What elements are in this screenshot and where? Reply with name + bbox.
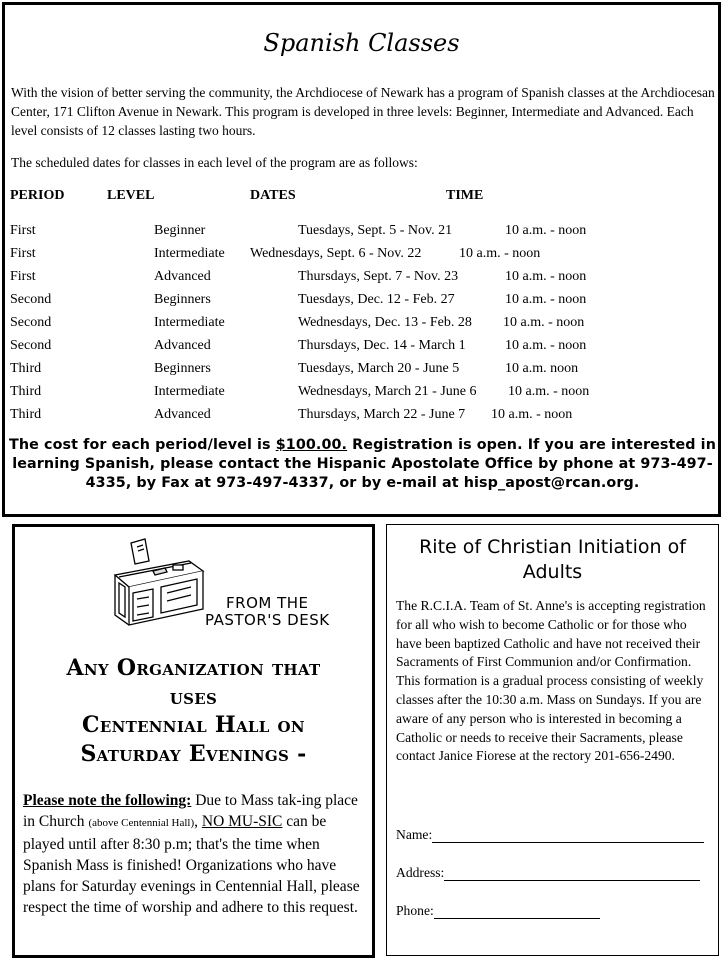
table-row [5,246,718,266]
headline-line-1: Any Organization that [66,655,321,681]
address-line[interactable] [444,866,700,881]
row-period: Second [10,338,52,353]
cost-amount: $100.00. [275,437,348,453]
header-dates: DATES [250,188,296,203]
row-level: Beginner [154,223,206,238]
row-period: Third [10,361,42,376]
row-period: First [10,269,36,284]
header-period: PERIOD [10,188,65,203]
table-row [5,292,718,312]
desk-line-1: FROM THE [226,594,309,612]
row-dates: Tuesdays, March 20 - June 5 [298,361,460,376]
spanish-intro: With the vision of better serving the community, the Archdiocese of Newark has a program of Spanish classes at the Archdiocesan Center, 171 Clifton Avenue in Newark. This program is developed in three levels: Beginner, Intermediate and Advanced. Each level consists of 12 classes lasting two hours. [11,85,715,138]
row-level: Advanced [154,407,211,422]
row-level: Advanced [154,338,211,353]
row-time: 10 a.m. - noon [503,315,585,330]
row-dates: Wednesdays, Dec. 13 - Feb. 28 [298,315,472,330]
desk-line-2: PASTOR'S DESK [205,611,330,629]
headline-line-2: uses [169,683,218,710]
pastor-desk-icon [93,537,213,627]
rcia-title: Rite of Christian Initiation of Adults [419,536,686,583]
rcia-body [396,597,714,766]
row-time: 10 a.m. - noon [508,384,590,399]
name-line[interactable] [432,828,704,843]
row-period: Second [10,292,52,307]
table-row [5,361,718,381]
organization-headline [15,654,372,768]
row-level: Advanced [154,269,211,284]
rcia-paragraph-2: This formation is a gradual process consisting of weekly classes after the 10:30 a.m. Mass on Sundays. If you are aware of any person who is interested in becoming a Catholic or needs to receive their Sacraments, please contact Janice Fiorese at the rectory 201-656-2490. [396,673,704,764]
row-period: Third [10,384,42,399]
row-time: 10 a.m. - noon [505,338,587,353]
row-dates: Thursdays, Dec. 14 - March 1 [298,338,466,353]
row-time: 10 a.m. - noon [491,407,573,422]
pastor-desk-box [12,524,375,958]
row-time: 10 a.m. - noon [505,292,587,307]
row-level: Beginners [154,292,211,307]
phone-label: Phone: [396,903,434,918]
row-dates: Tuesdays, Dec. 12 - Feb. 27 [298,292,455,307]
row-period: Third [10,407,42,422]
row-level: Intermediate [154,384,225,399]
row-time: 10 a.m. - noon [505,269,587,284]
note-small: (above Centennial Hall) [88,817,195,829]
row-dates: Tuesdays, Sept. 5 - Nov. 21 [298,223,453,238]
headline-line-4: Saturday Evenings - [80,740,307,767]
row-dates: Thursdays, March 22 - June 7 [298,407,466,422]
cost-paragraph [9,436,716,493]
table-row [5,315,718,335]
row-period: Second [10,315,52,330]
row-time: 10 a.m. - noon [459,246,541,261]
header-time: TIME [446,188,484,203]
name-field[interactable] [396,827,704,843]
schedule-intro: The scheduled dates for classes in each level of the program are as follows: [11,155,418,170]
table-row [5,223,718,243]
note-text-1: Due to Mass tak-ing place in Church [23,792,358,830]
note-text-2: , [194,813,202,830]
table-row [5,269,718,289]
note-no-music: NO MU-SIC [201,813,283,830]
row-period: First [10,246,36,261]
centennial-hall-note [23,790,367,918]
row-dates: Wednesdays, Sept. 6 - Nov. 22 [250,246,422,261]
table-row [5,338,718,358]
spanish-classes-title: Spanish Classes [263,29,460,57]
table-row [5,407,718,427]
row-level: Beginners [154,361,211,376]
cost-pre: The cost for each period/level is [9,437,276,453]
row-time: 10 a.m. - noon [505,223,587,238]
address-label: Address: [396,865,445,880]
note-label: Please note the following: [23,792,192,809]
row-dates: Thursdays, Sept. 7 - Nov. 23 [298,269,459,284]
headline-line-3: Centennial Hall on [82,712,305,738]
rcia-paragraph-1: The R.C.I.A. Team of St. Anne's is accepting registration for all who wish to become Catholic or for those who have been baptized Catholic and have not received their Sacraments of First Communion and/or Confirmation. [396,598,706,670]
row-level: Intermediate [154,246,225,261]
table-row [5,384,718,404]
phone-line[interactable] [434,904,600,919]
rcia-box [386,524,719,956]
row-dates: Wednesdays, March 21 - June 6 [298,384,477,399]
header-level: LEVEL [107,188,155,203]
row-level: Intermediate [154,315,225,330]
note-text-3: can be played until after 8:30 p.m; that's the time when Spanish Mass is finished! Organizations who have plans for Saturday evenings in Centennial Hall, please respect the time of worship and adhere to this request. [23,813,360,916]
row-time: 10 a.m. noon [505,361,579,376]
cost-post: Registration is open. If you are interested in learning Spanish, please contact the Hispanic Apostolate Office by phone at 973-497-4335, by Fax at 973-497-4337, or by e-mail at hisp_apost@rcan.org. [12,437,716,491]
phone-field[interactable] [396,903,600,919]
row-period: First [10,223,36,238]
from-the-pastors-desk [205,595,330,629]
name-label: Name: [396,827,433,842]
spanish-classes-box [2,2,721,517]
address-field[interactable] [396,865,700,881]
